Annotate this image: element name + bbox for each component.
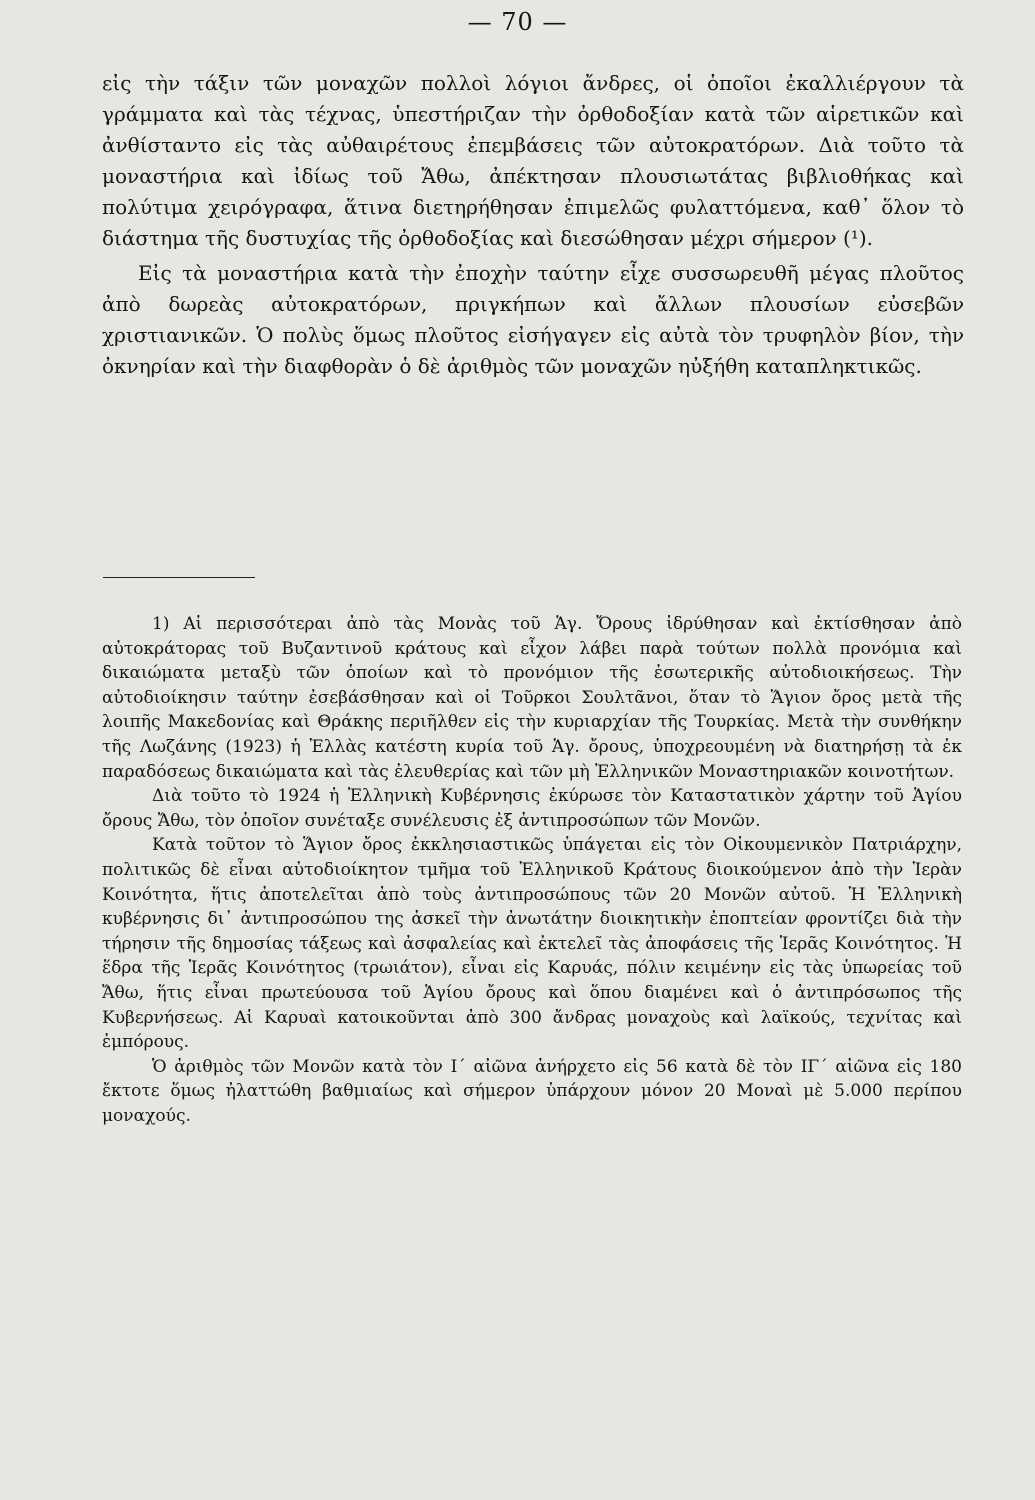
page-number: — 70 — xyxy=(467,8,568,36)
footnote-separator xyxy=(103,577,255,578)
footnote-paragraph-3: Κατὰ τοῦτον τὸ Ἅγιον ὄρος ἐκκλησιαστικῶς ὑπάγεται εἰς τὸν Οἰκουμενικὸν Πατριάρχην, πολιτικῶς δὲ εἶναι αὐτοδιοίκητον τμῆμα τοῦ Ἑλληνικοῦ Κράτους διοικούμενον ἀπὸ τὴν Ἱερὰν Κοινότητα, ἥτις ἀποτελεῖται ἀπὸ τοὺς ἀντιπροσώπους τῶν 20 Μονῶν αὐτοῦ. Ἡ Ἑλληνικὴ κυβέρνησις δι᾽ ἀντιπροσώπου της ἀσκεῖ τὴν ἀνωτάτην διοικητικὴν ἐποπτείαν φροντίζει διὰ τὴν τήρησιν τῆς δημοσίας τάξεως καὶ ἀσφαλείας καὶ ἐκτελεῖ τὰς ἀποφάσεις τῆς Ἱερᾶς Κοινότητος. Ἡ ἕδρα τῆς Ἱερᾶς Κοινότητος (τρωιάτον), εἶναι εἰς Καρυάς, πόλιν κειμένην εἰς τὰς ὑπωρείας τοῦ Ἄθω, ἥτις εἶναι πρωτεύουσα τοῦ Ἁγίου ὄρους καὶ ὅπου διαμένει καὶ ὁ ἀντιπρόσωπος τῆς Κυβερνήσεως. Αἱ Καρυαὶ κατοικοῦνται ἀπὸ 300 ἄνδρας μοναχοὺς καὶ λαϊκούς, τεχνίτας καὶ ἐμπόρους. xyxy=(102,835,962,1053)
footnotes xyxy=(102,612,962,1128)
footnote-paragraph-2: Διὰ τοῦτο τὸ 1924 ἡ Ἑλληνικὴ Κυβέρνησις ἐκύρωσε τὸν Καταστατικὸν χάρτην τοῦ Ἁγίου ὄρους Ἄθω, τὸν ὁποῖον συνέταξε συνέλευσις ἐξ ἀντιπροσώπων τῶν Μονῶν. xyxy=(102,786,962,831)
footnote-paragraph-4: Ὁ ἀριθμὸς τῶν Μονῶν κατὰ τὸν Ι΄ αἰῶνα ἀνήρχετο εἰς 56 κατὰ δὲ τὸν ΙΓ΄ αἰῶνα εἰς 180 ἔκτοτε ὅμως ἠλαττώθη βαθμιαίως καὶ σήμερον ὑπάρχουν μόνον 20 Μοναὶ μὲ 5.000 περίπου μοναχούς. xyxy=(102,1056,962,1126)
footnote-paragraph-1: 1) Αἱ περισσότεραι ἀπὸ τὰς Μονὰς τοῦ Ἁγ. Ὄρους ἱδρύθησαν καὶ ἐκτίσθησαν ἀπὸ αὐτοκράτορας τοῦ Βυζαντινοῦ κράτους καὶ εἶχον λάβει παρὰ τούτων πολλὰ προνόμια καὶ δικαιώματα μεταξὺ τῶν ὁποίων καὶ τὸ προνόμιον τῆς ἐσωτερικῆς αὐτοδιοικήσεως. Τὴν αὐτοδιοίκησιν ταύτην ἐσεβάσθησαν καὶ οἱ Τοῦρκοι Σουλτᾶνοι, ὅταν τὸ Ἅγιον ὄρος μετὰ τῆς λοιπῆς Μακεδονίας καὶ Θράκης περιῆλθεν εἰς τὴν κυριαρχίαν τῆς Τουρκίας. Μετὰ τὴν συνθήκην τῆς Λωζάνης (1923) ἡ Ἑλλὰς κατέστη κυρία τοῦ Ἁγ. ὄρους, ὑποχρεουμένη νὰ διατηρήσῃ τὰ ἐκ παραδόσεως δικαιώματα καὶ τὰς ἐλευθερίας καὶ τῶν μὴ Ἑλληνικῶν Μοναστηριακῶν κοινοτήτων. xyxy=(102,614,962,782)
main-paragraph-1: εἰς τὴν τάξιν τῶν μοναχῶν πολλοὶ λόγιοι ἄνδρες, οἱ ὁποῖοι ἐκαλλιέργουν τὰ γράμματα καὶ τὰς τέχνας, ὑπεστήριζαν τὴν ὀρθοδοξίαν κατὰ τῶν αἱρετικῶν καὶ ἀνθίσταντο εἰς τὰς αὐθαιρέτους ἐπεμβάσεις τῶν αὐτοκρατόρων. Διὰ τοῦτο τὰ μοναστήρια καὶ ἰδίως τοῦ Ἄθω, ἀπέκτησαν πλουσιωτάτας βιβλιοθήκας καὶ πολύτιμα χειρόγραφα, ἅτινα διετηρήθησαν ἐπιμελῶς φυλαττόμενα, καθ᾽ ὅλον τὸ διάστημα τῆς δυστυχίας τῆς ὀρθοδοξίας καὶ διεσώθησαν μέχρι σήμερον (¹). xyxy=(102,71,964,250)
main-paragraph-2: Εἰς τὰ μοναστήρια κατὰ τὴν ἐποχὴν ταύτην εἶχε συσσωρευθῆ μέγας πλοῦτος ἀπὸ δωρεὰς αὐτοκρατόρων, πριγκήπων καὶ ἄλλων πλουσίων εὐσεβῶν χριστιανικῶν. Ὁ πολὺς ὅμως πλοῦτος εἰσήγαγεν εἰς αὐτὰ τὸν τρυφηλὸν βίον, τὴν ὀκνηρίαν καὶ τὴν διαφθορὰν ὁ δὲ ἀριθμὸς τῶν μοναχῶν ηὐξήθη καταπληκτικῶς. xyxy=(102,261,964,378)
main-text xyxy=(102,68,964,382)
